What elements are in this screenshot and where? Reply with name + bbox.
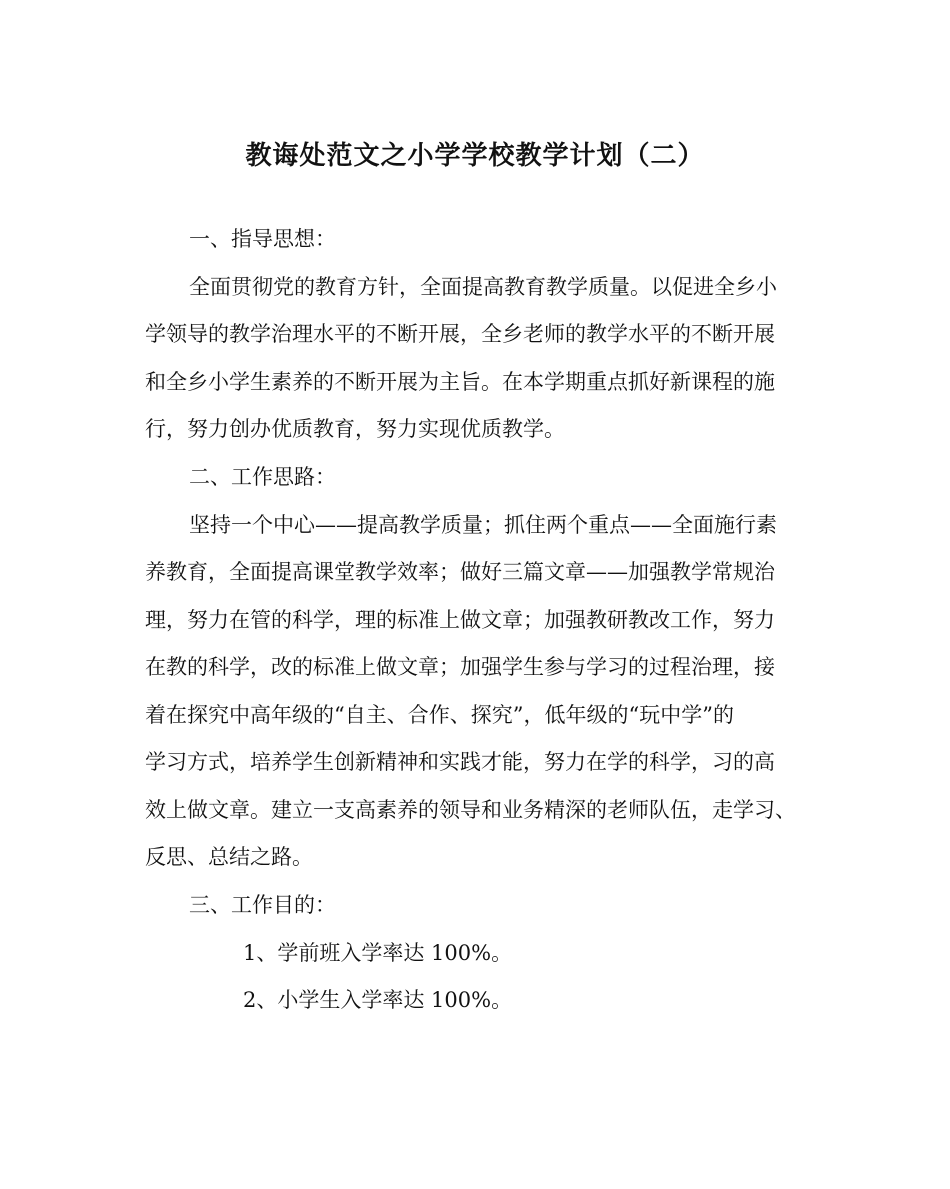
paragraph-line: 学习方式，培养学生创新精神和实践才能，努力在学的科学，习的高 bbox=[145, 750, 775, 774]
section-heading-work-goals: 三、工作目的： bbox=[189, 893, 336, 917]
paragraph-line: 养教育，全面提高课堂教学效率；做好三篇文章——加强教学常规治 bbox=[145, 560, 775, 584]
section-heading-guiding-ideology: 一、指导思想： bbox=[189, 227, 336, 251]
paragraph-line: 着在探究中高年级的“自主、合作、探究”，低年级的“玩中学”的 bbox=[145, 703, 734, 727]
paragraph-line: 理，努力在管的科学，理的标准上做文章；加强教研教改工作，努力 bbox=[145, 608, 775, 632]
goal-item: 2、小学生入学率达 100%。 bbox=[243, 988, 513, 1012]
document-title: 教诲处范文之小学学校教学计划（二） bbox=[245, 141, 705, 171]
paragraph-line: 反思、总结之路。 bbox=[145, 845, 313, 869]
goal-item: 1、学前班入学率达 100%。 bbox=[243, 941, 513, 965]
section-heading-work-approach: 二、工作思路： bbox=[189, 465, 336, 489]
paragraph-line: 效上做文章。建立一支高素养的领导和业务精深的老师队伍，走学习、 bbox=[145, 798, 796, 822]
paragraph-line: 行，努力创办优质教育，努力实现优质教学。 bbox=[145, 417, 565, 441]
paragraph-line: 学领导的教学治理水平的不断开展，全乡老师的教学水平的不断开展 bbox=[145, 322, 775, 346]
paragraph-line: 和全乡小学生素养的不断开展为主旨。在本学期重点抓好新课程的施 bbox=[145, 370, 775, 394]
paragraph-line: 全面贯彻党的教育方针，全面提高教育教学质量。以促进全乡小 bbox=[189, 275, 777, 299]
paragraph-line: 在教的科学，改的标准上做文章；加强学生参与学习的过程治理，接 bbox=[145, 655, 775, 679]
paragraph-line: 坚持一个中心——提高教学质量；抓住两个重点——全面施行素 bbox=[189, 513, 777, 537]
